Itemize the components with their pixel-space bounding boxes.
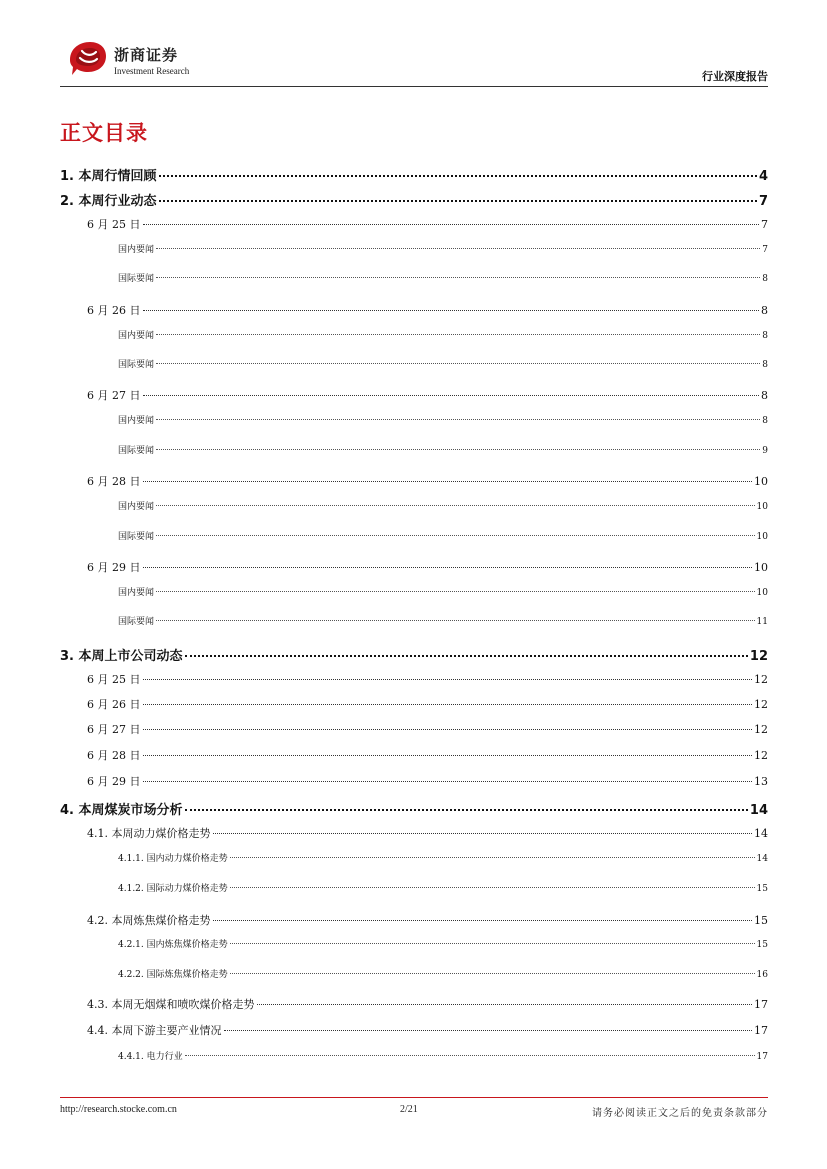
toc-entry-level-3[interactable] bbox=[118, 881, 768, 894]
toc-entry-level-3[interactable] bbox=[118, 328, 768, 341]
toc-entry-page: 10 bbox=[756, 502, 768, 512]
footer-divider bbox=[60, 1097, 768, 1098]
toc-entry-level-2[interactable] bbox=[87, 696, 768, 712]
toc-entry-label: 6 月 28 日 bbox=[87, 749, 141, 762]
toc-leader-dots bbox=[156, 535, 755, 536]
toc-entry-label: 4.2.1. 国内炼焦煤价格走势 bbox=[118, 940, 228, 950]
toc-leader-dots bbox=[185, 655, 748, 657]
toc-entry-level-2[interactable] bbox=[87, 559, 768, 575]
toc-leader-dots bbox=[156, 505, 755, 506]
footer-page-number: 2/21 bbox=[400, 1104, 418, 1115]
toc-entry-level-2[interactable] bbox=[87, 1022, 768, 1038]
toc-entry-label: 国际要闻 bbox=[118, 360, 155, 370]
toc-entry-page: 15 bbox=[756, 940, 768, 950]
toc-entry-page: 12 bbox=[754, 723, 768, 736]
toc-entry-label: 国内要闻 bbox=[118, 331, 155, 341]
page-header bbox=[60, 30, 768, 86]
toc-leader-dots bbox=[213, 833, 753, 834]
toc-entry-label: 国内要闻 bbox=[118, 245, 155, 255]
toc-entry-level-2[interactable] bbox=[87, 773, 768, 789]
toc-entry-label: 3. 本周上市公司动态 bbox=[60, 649, 183, 664]
toc-entry-page: 7 bbox=[758, 194, 768, 209]
toc-entry-page: 12 bbox=[754, 698, 768, 711]
toc-entry-page: 11 bbox=[756, 617, 768, 627]
toc-entry-label: 国内要闻 bbox=[118, 502, 155, 512]
toc-entry-level-2[interactable] bbox=[87, 721, 768, 737]
toc-entry-label: 6 月 29 日 bbox=[87, 775, 141, 788]
toc-entry-label: 6 月 27 日 bbox=[87, 389, 141, 402]
toc-leader-dots bbox=[156, 591, 755, 592]
brand-name-cn: 浙商证券 bbox=[114, 46, 179, 64]
toc-entry-level-3[interactable] bbox=[118, 271, 768, 284]
toc-entry-label: 国际要闻 bbox=[118, 532, 155, 542]
toc-entry-page: 10 bbox=[754, 561, 768, 574]
toc-leader-dots bbox=[185, 1055, 755, 1056]
toc-entry-page: 12 bbox=[754, 673, 768, 686]
toc-leader-dots bbox=[143, 704, 753, 705]
toc-entry-page: 8 bbox=[762, 416, 768, 426]
toc-entry-level-2[interactable] bbox=[87, 747, 768, 763]
toc-entry-label: 6 月 25 日 bbox=[87, 673, 141, 686]
toc-entry-page: 17 bbox=[754, 998, 768, 1011]
toc-entry-page: 17 bbox=[754, 1024, 768, 1037]
toc-entry-label: 4.3. 本周无烟煤和喷吹煤价格走势 bbox=[87, 998, 255, 1011]
toc-entry-page: 17 bbox=[756, 1052, 768, 1062]
toc-entry-label: 4.1. 本周动力煤价格走势 bbox=[87, 827, 211, 840]
toc-leader-dots bbox=[230, 943, 755, 944]
toc-entry-page: 4 bbox=[758, 169, 768, 184]
toc-leader-dots bbox=[143, 567, 753, 568]
toc-entry-label: 6 月 29 日 bbox=[87, 561, 141, 574]
toc-entry-level-2[interactable] bbox=[87, 825, 768, 841]
toc-leader-dots bbox=[143, 729, 753, 730]
brand-block bbox=[114, 44, 189, 76]
toc-leader-dots bbox=[156, 449, 760, 450]
brand-name-en: Investment Research bbox=[114, 66, 190, 76]
toc-entry-label: 6 月 28 日 bbox=[87, 475, 141, 488]
toc-title: 正文目录 bbox=[60, 121, 148, 145]
toc-entry-page: 9 bbox=[762, 446, 768, 456]
toc-entry-label: 4.4.1. 电力行业 bbox=[118, 1052, 183, 1062]
toc-entry-level-3[interactable] bbox=[118, 413, 768, 426]
toc-leader-dots bbox=[159, 200, 757, 202]
toc-leader-dots bbox=[143, 224, 760, 225]
toc-entry-page: 14 bbox=[756, 854, 768, 864]
toc-entry-level-3[interactable] bbox=[118, 1049, 768, 1062]
toc-entry-page: 14 bbox=[749, 803, 768, 818]
toc-leader-dots bbox=[156, 363, 760, 364]
toc-entry-label: 国际要闻 bbox=[118, 617, 155, 627]
toc-entry-page: 7 bbox=[761, 218, 768, 231]
toc-entry-level-2[interactable] bbox=[87, 912, 768, 928]
toc-entry-label: 4.4. 本周下游主要产业情况 bbox=[87, 1024, 222, 1037]
toc-entry-level-3[interactable] bbox=[118, 242, 768, 255]
toc-entry-level-2[interactable] bbox=[87, 387, 768, 403]
toc-leader-dots bbox=[156, 277, 760, 278]
toc-entry-level-3[interactable] bbox=[118, 357, 768, 370]
toc-leader-dots bbox=[143, 481, 753, 482]
footer-disclaimer: 请务必阅读正文之后的免责条款部分 bbox=[592, 1108, 768, 1119]
toc-entry-label: 4. 本周煤炭市场分析 bbox=[60, 803, 183, 818]
toc-entry-page: 8 bbox=[762, 360, 768, 370]
toc-leader-dots bbox=[143, 755, 753, 756]
toc-entry-page: 16 bbox=[756, 970, 768, 980]
toc-leader-dots bbox=[185, 809, 748, 811]
toc-entry-level-3[interactable] bbox=[118, 937, 768, 950]
toc-leader-dots bbox=[156, 248, 760, 249]
toc-entry-page: 15 bbox=[754, 914, 768, 927]
toc-leader-dots bbox=[143, 679, 753, 680]
toc-entry-page: 8 bbox=[762, 274, 768, 284]
toc-leader-dots bbox=[143, 310, 760, 311]
toc-leader-dots bbox=[156, 334, 760, 335]
toc-entry-page: 13 bbox=[754, 775, 768, 788]
toc-entry-page: 10 bbox=[754, 475, 768, 488]
toc-entry-level-1[interactable] bbox=[60, 799, 768, 818]
toc-entry-label: 国际要闻 bbox=[118, 446, 155, 456]
toc-entry-level-2[interactable] bbox=[87, 996, 768, 1012]
toc-leader-dots bbox=[224, 1030, 753, 1031]
toc-entry-page: 8 bbox=[761, 304, 768, 317]
toc-leader-dots bbox=[143, 395, 760, 396]
toc-entry-level-3[interactable] bbox=[118, 529, 768, 542]
toc-entry-label: 国际要闻 bbox=[118, 274, 155, 284]
toc-leader-dots bbox=[143, 781, 753, 782]
toc-entry-label: 1. 本周行情回顾 bbox=[60, 169, 157, 184]
toc-entry-label: 6 月 27 日 bbox=[87, 723, 141, 736]
toc-entry-label: 2. 本周行业动态 bbox=[60, 194, 157, 209]
toc-entry-page: 12 bbox=[754, 749, 768, 762]
toc-leader-dots bbox=[213, 920, 753, 921]
toc-leader-dots bbox=[156, 419, 760, 420]
toc-entry-level-3[interactable] bbox=[118, 443, 768, 456]
footer-url[interactable]: http://research.stocke.com.cn bbox=[60, 1104, 177, 1115]
toc-entry-level-1[interactable] bbox=[60, 190, 768, 209]
toc-entry-page: 12 bbox=[749, 649, 768, 664]
toc-entry-level-2[interactable] bbox=[87, 671, 768, 687]
toc-entry-label: 4.2.2. 国际炼焦煤价格走势 bbox=[118, 970, 228, 980]
toc-entry-level-2[interactable] bbox=[87, 302, 768, 318]
report-type-label: 行业深度报告 bbox=[702, 70, 768, 83]
toc-entry-level-1[interactable] bbox=[60, 165, 768, 184]
toc-leader-dots bbox=[230, 973, 755, 974]
toc-entry-level-3[interactable] bbox=[118, 967, 768, 980]
toc-entry-page: 8 bbox=[761, 389, 768, 402]
toc-leader-dots bbox=[230, 887, 755, 888]
toc-entry-level-3[interactable] bbox=[118, 585, 768, 598]
toc-entry-label: 6 月 25 日 bbox=[87, 218, 141, 231]
toc-leader-dots bbox=[257, 1004, 753, 1005]
toc-entry-level-3[interactable] bbox=[118, 614, 768, 627]
toc-entry-level-3[interactable] bbox=[118, 499, 768, 512]
toc-entry-label: 6 月 26 日 bbox=[87, 698, 141, 711]
toc-leader-dots bbox=[230, 857, 755, 858]
toc-entry-page: 10 bbox=[756, 532, 768, 542]
company-logo-icon bbox=[66, 38, 110, 78]
toc-entry-page: 15 bbox=[756, 884, 768, 894]
toc-entry-page: 14 bbox=[754, 827, 768, 840]
header-divider bbox=[60, 86, 768, 87]
toc-entry-label: 国内要闻 bbox=[118, 588, 155, 598]
toc-entry-label: 4.2. 本周炼焦煤价格走势 bbox=[87, 914, 211, 927]
toc-entry-label: 4.1.1. 国内动力煤价格走势 bbox=[118, 854, 228, 864]
toc-entry-page: 8 bbox=[762, 331, 768, 341]
toc-entry-level-1[interactable] bbox=[60, 645, 768, 664]
toc-entry-page: 7 bbox=[762, 245, 768, 255]
toc-leader-dots bbox=[159, 175, 757, 177]
toc-entry-page: 10 bbox=[756, 588, 768, 598]
toc-leader-dots bbox=[156, 620, 755, 621]
toc-entry-level-2[interactable] bbox=[87, 216, 768, 232]
toc-entry-level-3[interactable] bbox=[118, 851, 768, 864]
toc-entry-label: 6 月 26 日 bbox=[87, 304, 141, 317]
toc-entry-label: 4.1.2. 国际动力煤价格走势 bbox=[118, 884, 228, 894]
toc-entry-level-2[interactable] bbox=[87, 473, 768, 489]
toc-entry-label: 国内要闻 bbox=[118, 416, 155, 426]
